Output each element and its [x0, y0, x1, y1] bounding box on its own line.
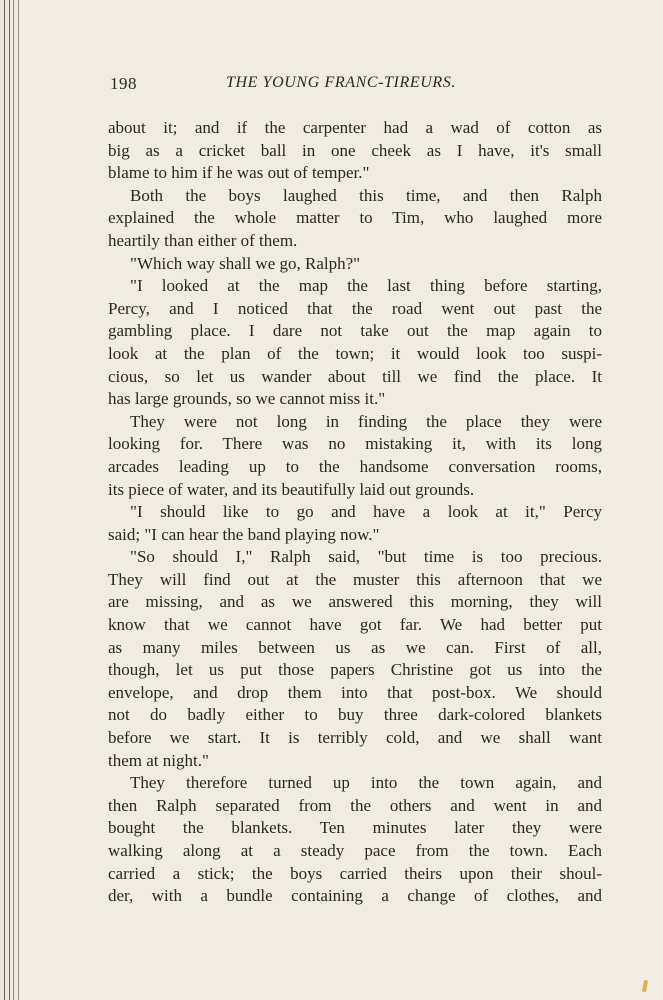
text-line: has large grounds, so we cannot miss it." [108, 389, 386, 409]
text-line: der, with a bundle containing a change of clothes, and [108, 886, 602, 906]
text-line: "So should I," Ralph said, "but time is too precious. [130, 547, 602, 567]
text-line: "I looked at the map the last thing before starting, [130, 276, 602, 296]
text-line: "Which way shall we go, Ralph?" [130, 253, 361, 273]
text-line: heartily than either of them. [108, 230, 298, 250]
text-line: arcades leading up to the handsome conversation rooms, [108, 456, 602, 476]
body-text [108, 117, 602, 908]
text-line: gambling place. I dare not take out the map again to [108, 321, 602, 341]
text-line: know that we cannot have got far. We had better put [108, 615, 602, 635]
text-line: then Ralph separated from the others and went in and [108, 795, 602, 815]
text-line: said; "I can hear the band playing now." [108, 524, 380, 544]
binding-rule [18, 0, 19, 1000]
text-line: look at the plan of the town; it would look too suspi- [108, 343, 602, 363]
text-line: envelope, and drop them into that post-box. We should [108, 682, 602, 702]
ink-spot [642, 980, 648, 993]
text-line: explained the whole matter to Tim, who laughed more [108, 208, 602, 228]
text-line: big as a cricket ball in one cheek as I have, it's small [108, 140, 602, 160]
text-line: its piece of water, and its beautifully laid out grounds. [108, 479, 475, 499]
page-number: 198 [110, 74, 137, 93]
text-line: about it; and if the carpenter had a wad of cotton as [108, 118, 602, 137]
text-line: walking along at a steady pace from the town. Each [108, 841, 602, 860]
binding-rule [9, 0, 10, 1000]
text-line: They were not long in finding the place they were [130, 411, 602, 431]
text-line: They therefore turned up into the town again, and [130, 773, 602, 793]
text-line: bought the blankets. Ten minutes later they were [108, 818, 602, 838]
text-line: They will find out at the muster this afternoon that we [108, 569, 602, 589]
text-line: not do badly either to buy three dark-colored blankets [108, 705, 602, 725]
running-title: THE YOUNG FRANC-TIREURS. [226, 74, 456, 91]
text-line: "I should like to go and have a look at it," Percy [130, 502, 602, 522]
text-line: Percy, and I noticed that the road went out past the [108, 298, 602, 318]
running-head [108, 74, 602, 98]
text-line: them at night." [108, 750, 209, 770]
book-binding-edge [0, 0, 40, 1000]
text-line: Both the boys laughed this time, and then Ralph [130, 185, 602, 205]
text-line: are missing, and as we answered this morning, they will [108, 592, 602, 612]
text-line: though, let us put those papers Christine got us into the [108, 660, 602, 680]
text-line: looking for. There was no mistaking it, with its long [108, 434, 602, 454]
text-line: blame to him if he was out of temper." [108, 163, 370, 183]
text-line: before we start. It is terribly cold, and we shall want [108, 728, 602, 748]
book-page [108, 0, 602, 1000]
text-line: carried a stick; the boys carried theirs upon their shoul- [108, 863, 602, 883]
binding-rule [4, 0, 5, 1000]
text-line: as many miles between us as we can. First of all, [108, 637, 602, 657]
text-line: cious, so let us wander about till we find the place. It [108, 366, 602, 386]
binding-rule [13, 0, 14, 1000]
